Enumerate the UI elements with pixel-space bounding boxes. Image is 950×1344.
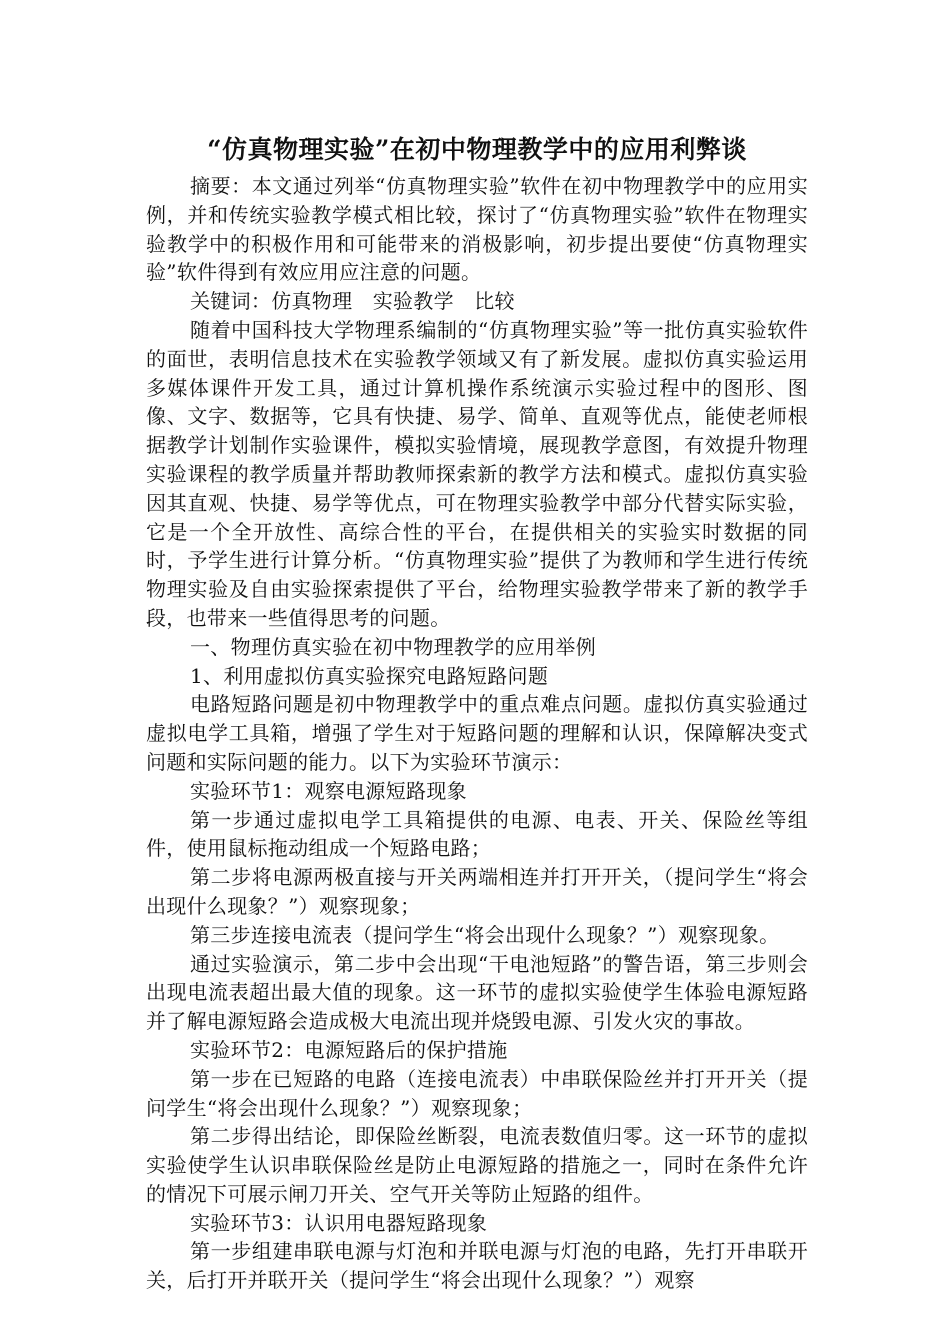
body-paragraph: 第一步通过虚拟电学工具箱提供的电源、电表、开关、保险丝等组件，使用鼠标拖动组成一个短路电路； [146,807,808,861]
document-page [146,130,808,1295]
step-heading: 实验环节1：观察电源短路现象 [190,778,467,803]
abstract-paragraph: 摘要：本文通过列举“仿真物理实验”软件在初中物理教学中的应用实例，并和传统实验教学模式相比较，探讨了“仿真物理实验”软件在物理实验教学中的积极作用和可能带来的消极影响，初步提出要使“仿真物理实验”软件得到有效应用应注意的问题。 [146,174,808,285]
document-body [146,172,808,1295]
step-heading: 实验环节2：电源短路后的保护措施 [190,1037,508,1062]
body-paragraph: 第一步组建串联电源与灯泡和并联电源与灯泡的电路，先打开串联开关，后打开并联开关（提问学生“将会出现什么现象？”）观察 [146,1239,808,1293]
step-heading: 实验环节3：认识用电器短路现象 [190,1210,488,1235]
keywords-line: 关键词：仿真物理 实验教学 比较 [190,289,515,314]
body-paragraph: 第三步连接电流表（提问学生“将会出现什么现象？”）观察现象。 [190,922,780,947]
body-paragraph: 第二步将电源两极直接与开关两端相连并打开开关，（提问学生“将会出现什么现象？”）观察现象； [146,865,808,918]
intro-paragraph: 随着中国科技大学物理系编制的“仿真物理实验”等一批仿真实验软件的面世，表明信息技术在实验教学领域又有了新发展。虚拟仿真实验运用多媒体课件开发工具，通过计算机操作系统演示实验过程中的图形、图像、文字、数据等，它具有快捷、易学、简单、直观等优点，能使老师根据教学计划制作实验课件，模拟实验情境，展现教学意图，有效提升物理实验课程的教学质量并帮助教师探索新的教学方法和模式。虚拟仿真实验因其直观、快捷、易学等优点，可在物理实验教学中部分代替实际实验，它是一个全开放性、高综合性的平台，在提供相关的实验实时数据的同时，予学生进行计算分析。“仿真物理实验”提供了为教师和学生进行传统物理实验及自由实验探索提供了平台，给物理实验教学带来了新的教学手段，也带来一些值得思考的问题。 [146,317,808,630]
body-paragraph: 电路短路问题是初中物理教学中的重点难点问题。虚拟仿真实验通过虚拟电学工具箱，增强了学生对于短路问题的理解和认识，保障解决变式问题和实际问题的能力。以下为实验环节演示： [146,692,808,774]
body-paragraph: 通过实验演示，第二步中会出现“干电池短路”的警告语，第三步则会出现电流表超出最大值的现象。这一环节的虚拟实验使学生体验电源短路并了解电源短路会造成极大电流出现并烧毁电源、引发火灾的事故。 [146,951,808,1034]
document-title: “仿真物理实验”在初中物理教学中的应用利弊谈 [207,135,747,164]
body-paragraph: 第一步在已短路的电路（连接电流表）中串联保险丝并打开开关（提问学生“将会出现什么现象？”）观察现象； [146,1066,808,1120]
subsection-heading: 1、利用虚拟仿真实验探究电路短路问题 [190,663,549,688]
section-heading: 一、物理仿真实验在初中物理教学的应用举例 [190,634,596,659]
body-paragraph: 第二步得出结论，即保险丝断裂，电流表数值归零。这一环节的虚拟实验使学生认识串联保险丝是防止电源短路的措施之一，同时在条件允许的情况下可展示闸刀开关、空气开关等防止短路的组件。 [146,1124,808,1206]
